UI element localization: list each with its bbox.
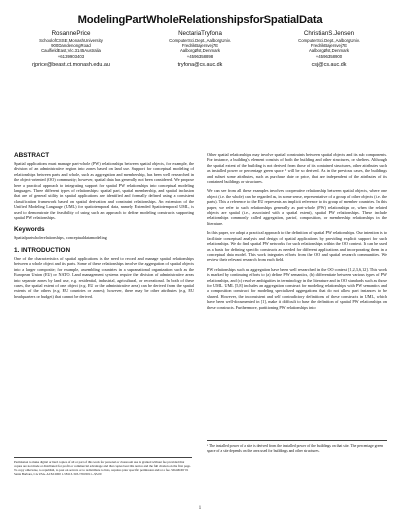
introduction-heading: 1. INTRODUCTION <box>14 246 71 254</box>
page-number: 1 <box>198 506 202 511</box>
author-phone: +4596358900 <box>315 53 343 59</box>
right-column <box>207 152 387 314</box>
author-affiliation: SchoolofCSSE,MonashUniversity <box>39 38 103 43</box>
left-column <box>14 152 194 303</box>
author-phone: +6139903403 <box>57 53 85 59</box>
author-name: ChristianS.Jensen <box>303 30 355 37</box>
author-address: FredrikBajersvej7E <box>310 43 348 49</box>
footnote: ¹ The installed power of a site is derived from the installed power of the buildings on that site. The percentage green space of a site depends on the area used for buildings and other structures. <box>207 440 387 454</box>
paper-title: ModelingPartWholeRelationshipsforSpatialData <box>77 14 323 26</box>
keywords-text: Spatialpartwholerelationships, conceptualdatamodeling <box>14 235 107 241</box>
author-city: CaulfieldEast,Vic.3145Australia <box>41 48 101 54</box>
author-name: NectariaTryfona <box>178 30 222 37</box>
author-block-1 <box>6 30 136 68</box>
author-email[interactable]: csj@cs.auc.dk <box>311 61 347 68</box>
abstract-text: Spatial applications must manage part-whole (PW) relationships between spatial objects, for example, the division of an administrative region into zones based on land use. Support for conceptual modeling of relationships between parts and whole, such as aggregation and membership, has been well researched in the object-oriented (OO) community; however, spatial data has generally not been considered. We propose here a practical approach to integrating support for spatial PW relationships into conceptual modeling languages. Three different types of relationships: spatial part, spatial membership, and spatial inclusion that are of general utility in spatial applications are identified and formally defined using a consistent classification framework based on spatial derivation and constraint relationships. An extension of the Unified Modeling Language (UML) for spatiotemporal data, namely Extended Spatiotemporal UML, is used to demonstrate the feasibility of using such an approach to define modeling constructs supporting spatial PW relationships. <box>14 161 194 221</box>
author-city: AalborgØst,Denmark <box>179 48 221 54</box>
copyright-notice: Permission to make digital or hard copies of all or part of this work for personal or classroom use is granted without fee provided that copies are not made or distributed for profit or commercial advantage and that copies bear this notice and the full citation on the first page. To copy otherwise, to republish, to post on servers or to redistribute to lists, requires prior specific permission and/or a fee. SIGMOD '01 Santa Barbara, CA USA. ACM 2000 1-58113-318-7/00/0011...$5.00 <box>14 457 192 476</box>
body-paragraph: We can see from all these examples involves cooperative relationship between spatial objects, where one object (i.e. the whole) can be regarded as, in some sense, representative of a group of other objects (i.e. the parts). This a reference to the EU represents an implicit reference to its group of member countries. In this paper, we refer to such relationships generally as part-whole (PW) relationships or, when the related objects are spatial (i.e., associated with a spatial extent), spatial PW relationships. These include relationships commonly called aggregation, partof, composition, or membership relationships in the literature. <box>207 188 387 226</box>
body-paragraph: In this paper, we adopt a practical approach to the definition of spatial PW relationships. Our intention is to facilitate conceptual analysis and design of spatial applications by providing explicit support for such relationships. We do find spatial PW networks for such relationships within the OO context. It can be used as a basis for defining specific constructs as needed for different applications and incorporating them in a conceptual data model. This work integrates efforts from the OO and spatial research communities. We review their relevant research from each field. <box>207 230 387 263</box>
author-city: AalborgØst,Denmark <box>308 48 350 54</box>
author-email[interactable]: rjprice@beast.ct.monash.edu.au <box>32 61 110 68</box>
introduction-text: One of the characteristics of spatial applications is the need to record and manage spatial relationships between a whole object and its parts. Some of these relationships involve the aggregation of spatial objects into a larger composite; for example, assembling countries in a supranational organization such as the European Union (EU) or NATO. Land management systems require the division of administrative areas into separate zones by land use, e.g. residential, industrial, agricultural, or recreational. In both of these cases, the spatial extent of one object (e.g. EU or the administrative area) can be derived from the spatial extents of the others (e.g. EU countries or zones); however, there may be other attributes (e.g. EU headquarters or budget) that cannot be derived. <box>14 255 194 299</box>
abstract-heading: ABSTRACT <box>14 152 50 159</box>
body-paragraph: Other spatial relationships may involve spatial constraints between spatial objects and its sub components. For instance, a building's element consists of both the building and other structures, or shelters. Although the spatial extent of the building is not derived from those of its contained structures, other attributes such as installed power or percentage green space ¹ will be so derived. As in the previous cases, the buildings and subset some attributes, such as purchase date or price, that are independent of the attributes of its contained buildings or structures. <box>207 152 387 185</box>
author-address: 900DandenongRoad <box>51 43 91 49</box>
author-name: RosannePrice <box>51 30 91 37</box>
author-address: FredrikBajersvej7E <box>181 43 219 49</box>
body-paragraph: PW relationships such as aggregation have been well researched in the OO context [1,2,3,6,12]. This work is marked by continuing efforts to (a) define PW semantics, (b) differentiate between various types of PW relationships, and (c) resolve ambiguities in terminology in the literature and in OO standards such as those for UML. UML [5,8] includes an aggregation construct for modeling relationships with PW semantics and a composition construct for modeling specialized aggregations that do not allow part instances to be shared. However, the inconsistent and self contradictory definitions of these constructs in UML, which have been well-documented in [1], make it difficult to base the definition of spatial PW relationships on these constructs. Furthermore, partitioning PW relationships into <box>207 266 387 310</box>
author-affiliation: ComputerSci.Dept.,AalborgUniv. <box>298 38 360 43</box>
author-affiliation: ComputerSci.Dept.,AalborgUniv. <box>169 38 231 43</box>
author-block-3 <box>264 30 394 68</box>
keywords-heading: Keywords <box>14 226 45 234</box>
author-phone: +4596358898 <box>186 53 214 59</box>
author-block-2 <box>135 30 265 68</box>
author-email[interactable]: tryfona@cs.auc.dk <box>177 61 223 68</box>
